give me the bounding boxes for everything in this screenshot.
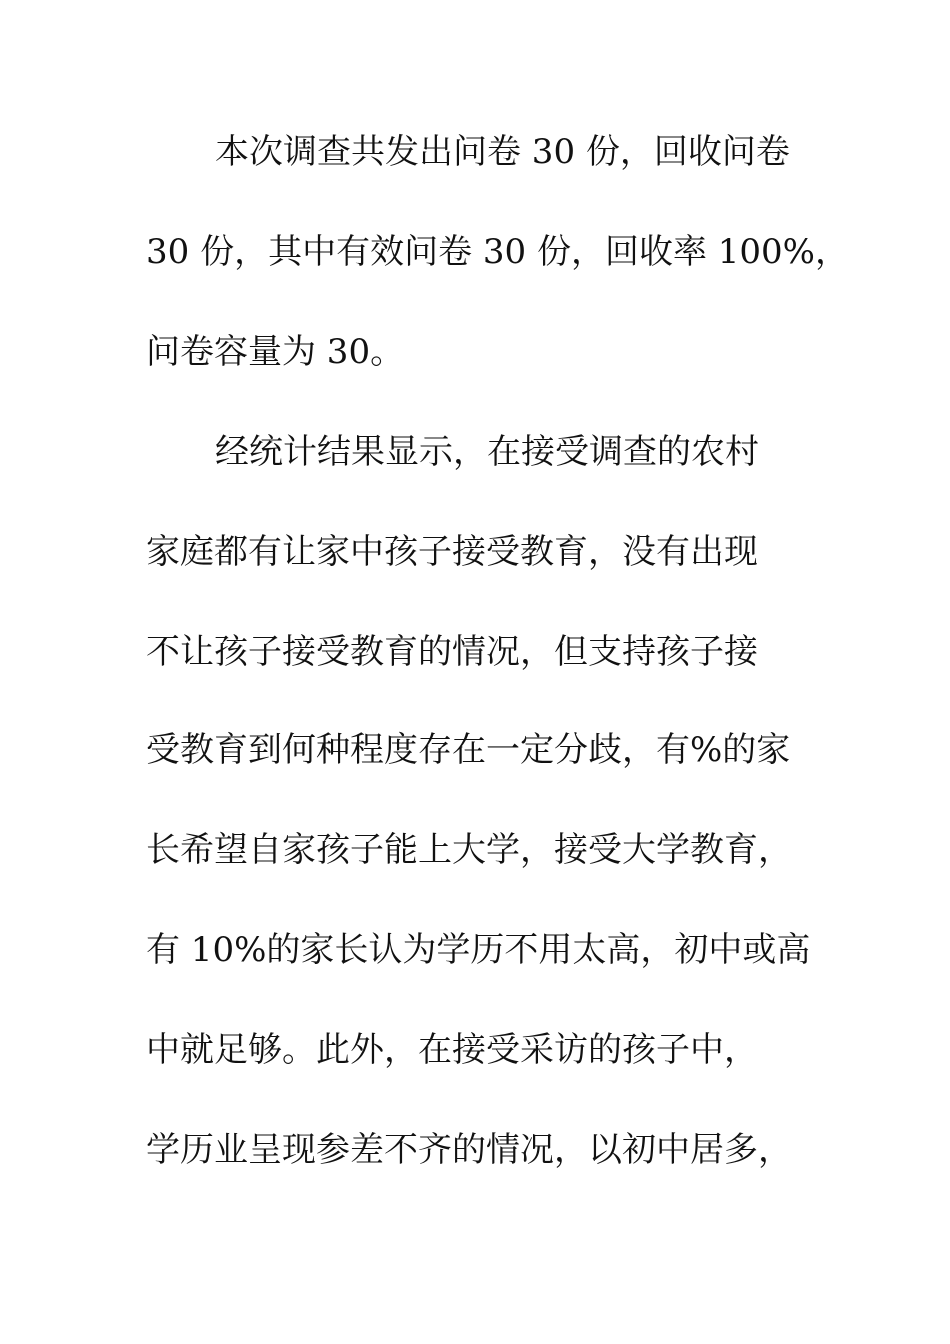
paragraph-2-line-2: 家庭都有让家中孩子接受教育，没有出现	[146, 532, 758, 572]
paragraph-2-line-4: 受教育到何种程度存在一定分歧，有%的家	[146, 730, 791, 770]
paragraph-1-line-3: 问卷容量为 30。	[146, 332, 405, 372]
paragraph-2-line-5: 长希望自家孩子能上大学，接受大学教育，	[146, 830, 792, 870]
paragraph-2-line-7: 中就足够。此外，在接受采访的孩子中，	[146, 1030, 758, 1070]
paragraph-2-line-3: 不让孩子接受教育的情况，但支持孩子接	[146, 632, 758, 672]
paragraph-1-line-1: 本次调查共发出问卷 30 份，回收问卷	[215, 132, 790, 172]
paragraph-2-line-8: 学历业呈现参差不齐的情况，以初中居多，	[146, 1130, 792, 1170]
paragraph-1-line-2: 30 份，其中有效问卷 30 份，回收率 100%，	[146, 232, 849, 272]
paragraph-2-line-1: 经统计结果显示，在接受调查的农村	[215, 432, 759, 472]
paragraph-2-line-6: 有 10%的家长认为学历不用太高，初中或高	[146, 930, 811, 970]
